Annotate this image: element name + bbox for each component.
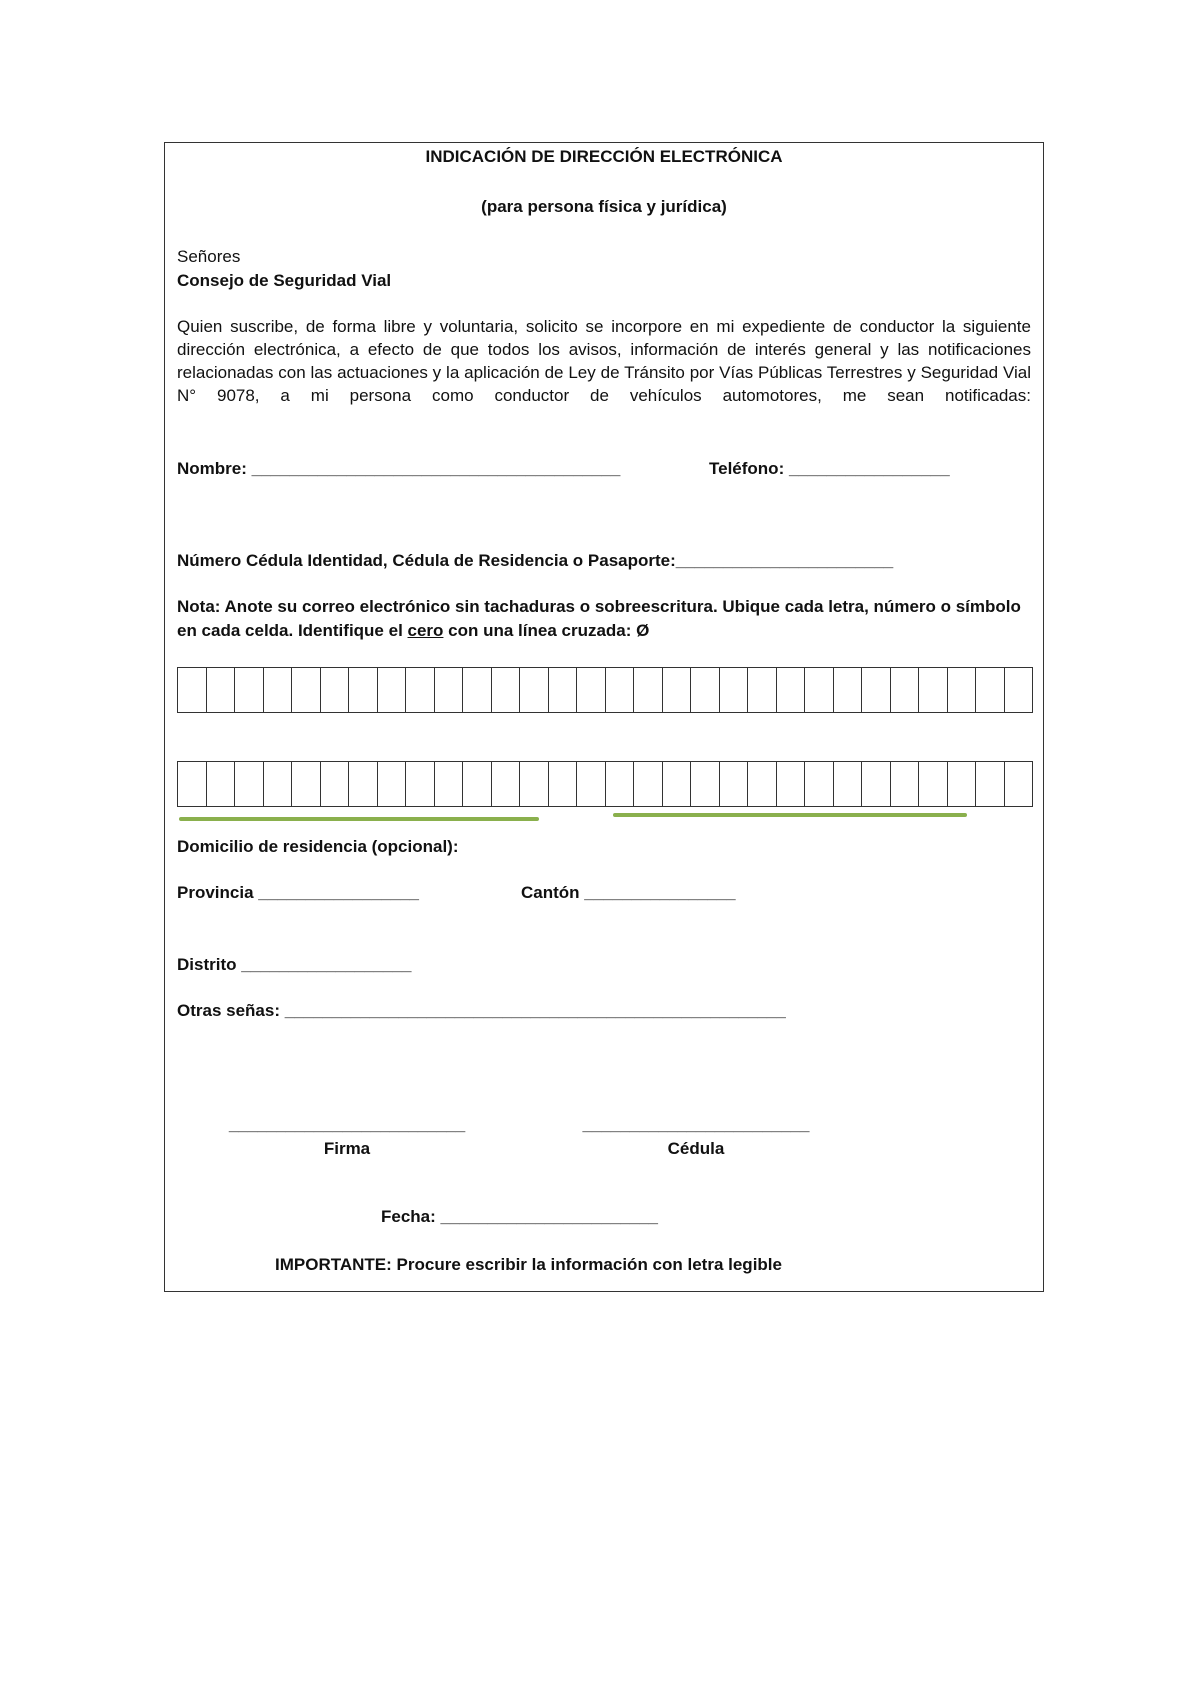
email-cell[interactable] [748, 668, 777, 712]
email-cell[interactable] [862, 668, 891, 712]
accent-line [179, 817, 539, 821]
email-cell[interactable] [235, 762, 264, 806]
email-cell[interactable] [435, 668, 464, 712]
form-box [164, 142, 1044, 1292]
email-cell[interactable] [748, 762, 777, 806]
cedula-field[interactable]: Número Cédula Identidad, Cédula de Residencia o Pasaporte:_______________________ [177, 551, 894, 570]
email-cell[interactable] [406, 762, 435, 806]
email-cell[interactable] [235, 668, 264, 712]
email-cell[interactable] [663, 668, 692, 712]
email-cell[interactable] [321, 762, 350, 806]
email-cell[interactable] [948, 762, 977, 806]
otras-senas-field[interactable]: Otras señas: _____________________________________________________ [177, 1001, 786, 1020]
email-cell[interactable] [634, 668, 663, 712]
salutation-line-2: Consejo de Seguridad Vial [177, 271, 392, 290]
email-grid-row-2[interactable] [177, 761, 1033, 807]
telefono-field[interactable]: Teléfono: _________________ [709, 459, 950, 478]
email-cell[interactable] [549, 762, 578, 806]
nota-cero: cero [407, 621, 444, 640]
email-cell[interactable] [520, 762, 549, 806]
importante-note [275, 1255, 782, 1275]
email-cell[interactable] [691, 762, 720, 806]
cedula-sign-label: Cédula [667, 1139, 725, 1158]
request-paragraph: Quien suscribe, de forma libre y voluntaria, solicito se incorpore en mi expediente de conductor la siguiente dirección electrónica, a efecto de que todos los avisos, información de interés general y las notificaciones relacionadas con las actuaciones y la aplicación de Ley de Tránsito por Vías Públicas Terrestres y Seguridad Vial N° 9078, a mi persona como conductor de vehículos automotores, me sean notificadas: [177, 317, 1031, 405]
email-cell[interactable] [948, 668, 977, 712]
importante-text: Procure escribir la información con letra legible [391, 1255, 782, 1274]
email-cell[interactable] [435, 762, 464, 806]
email-cell[interactable] [178, 668, 207, 712]
email-cell[interactable] [834, 762, 863, 806]
domicilio-heading: Domicilio de residencia (opcional): [177, 837, 459, 856]
form-title: INDICACIÓN DE DIRECCIÓN ELECTRÓNICA [425, 147, 783, 166]
email-cell[interactable] [1005, 762, 1033, 806]
email-cell[interactable] [264, 668, 293, 712]
canton-field[interactable]: Cantón ________________ [521, 883, 736, 902]
email-cell[interactable] [777, 762, 806, 806]
distrito-field[interactable]: Distrito __________________ [177, 955, 412, 974]
email-cell[interactable] [178, 762, 207, 806]
email-cell[interactable] [492, 762, 521, 806]
accent-line [613, 813, 967, 817]
email-cell[interactable] [463, 762, 492, 806]
firma-label: Firma [323, 1139, 371, 1158]
email-cell[interactable] [919, 668, 948, 712]
email-cell[interactable] [691, 668, 720, 712]
email-cell[interactable] [577, 762, 606, 806]
nota-part-2: con una línea cruzada: Ø [443, 621, 650, 640]
cedula-sign-line[interactable]: ________________________ [582, 1115, 810, 1134]
email-cell[interactable] [720, 762, 749, 806]
email-cell[interactable] [891, 762, 920, 806]
nota-text [177, 595, 1031, 643]
salutation-line-1: Señores [177, 247, 241, 266]
email-cell[interactable] [321, 668, 350, 712]
firma-line[interactable]: _________________________ [228, 1115, 466, 1134]
email-cell[interactable] [520, 668, 549, 712]
email-cell[interactable] [777, 668, 806, 712]
email-cell[interactable] [264, 762, 293, 806]
email-cell[interactable] [292, 668, 321, 712]
email-cell[interactable] [919, 762, 948, 806]
email-cell[interactable] [862, 762, 891, 806]
provincia-field[interactable]: Provincia _________________ [177, 883, 419, 902]
email-cell[interactable] [663, 762, 692, 806]
email-cell[interactable] [891, 668, 920, 712]
email-cell[interactable] [349, 668, 378, 712]
email-cell[interactable] [834, 668, 863, 712]
fecha-field[interactable]: Fecha: _______________________ [381, 1207, 658, 1226]
email-cell[interactable] [378, 668, 407, 712]
email-cell[interactable] [606, 668, 635, 712]
email-cell[interactable] [207, 762, 236, 806]
email-cell[interactable] [1005, 668, 1033, 712]
email-cell[interactable] [292, 762, 321, 806]
email-cell[interactable] [207, 668, 236, 712]
importante-label: IMPORTANTE: [275, 1255, 392, 1274]
email-cell[interactable] [606, 762, 635, 806]
email-grid-row-1[interactable] [177, 667, 1033, 713]
form-subtitle: (para persona física y jurídica) [481, 197, 727, 216]
email-cell[interactable] [577, 668, 606, 712]
email-cell[interactable] [634, 762, 663, 806]
nota-part-1: Nota: Anote su correo electrónico sin tachaduras o sobreescritura. Ubique cada letra, número o símbolo en cada celda. Identifique el [177, 597, 1021, 640]
email-cell[interactable] [549, 668, 578, 712]
email-cell[interactable] [492, 668, 521, 712]
email-cell[interactable] [976, 668, 1005, 712]
email-cell[interactable] [349, 762, 378, 806]
email-cell[interactable] [463, 668, 492, 712]
nombre-field[interactable]: Nombre: _______________________________________ [177, 459, 621, 478]
email-cell[interactable] [378, 762, 407, 806]
email-cell[interactable] [805, 762, 834, 806]
email-cell[interactable] [720, 668, 749, 712]
email-cell[interactable] [406, 668, 435, 712]
email-cell[interactable] [805, 668, 834, 712]
email-cell[interactable] [976, 762, 1005, 806]
